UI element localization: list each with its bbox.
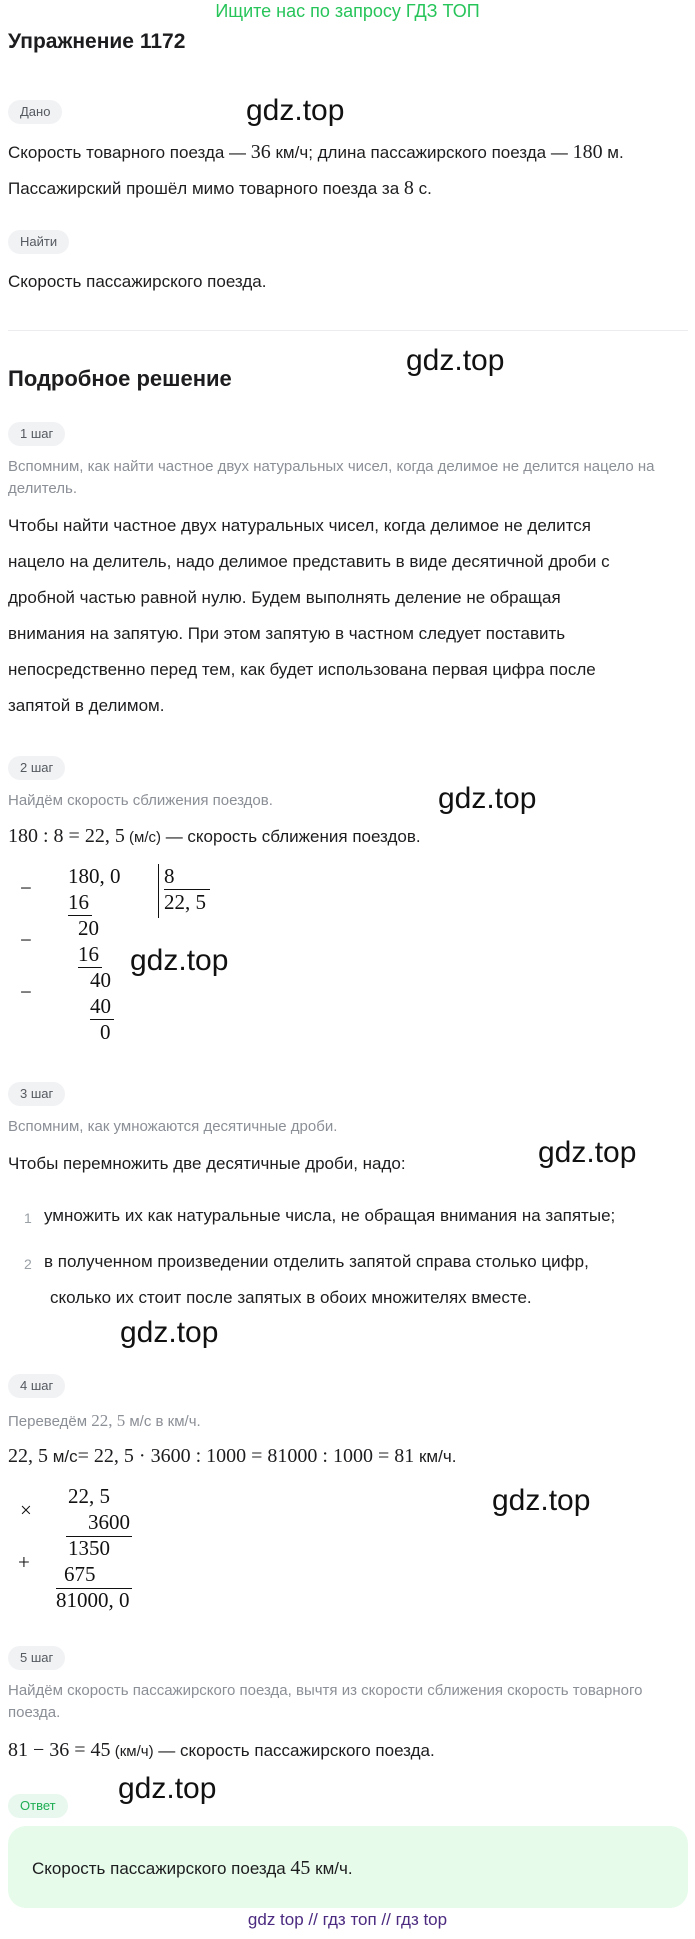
division-row: 16 bbox=[78, 942, 102, 968]
step-1-line: непосредственно перед тем, как будет использована первая цифра после bbox=[8, 660, 596, 679]
find-badge: Найти bbox=[8, 230, 69, 254]
step-3-note: Вспомним, как умножаются десятичные дроби. bbox=[8, 1118, 338, 1135]
solution-heading: Подробное решение bbox=[8, 366, 232, 391]
division-row: 20 bbox=[78, 916, 99, 940]
mult-factor-a: 22, 5 bbox=[68, 1484, 110, 1508]
page-title: Упражнение 1172 bbox=[8, 30, 186, 53]
division-row: 40 bbox=[90, 968, 111, 992]
footer-links[interactable]: gdz top // гдз топ // гдз top bbox=[247, 1910, 448, 1929]
watermark: gdz.top bbox=[118, 1772, 217, 1805]
search-banner: Ищите нас по запросу ГДЗ ТОП bbox=[215, 1, 480, 21]
given-badge: Дано bbox=[8, 100, 62, 124]
mult-partial: 1350 bbox=[68, 1536, 110, 1560]
step-4-badge: 4 шаг bbox=[8, 1374, 65, 1398]
given-line-1: Скорость товарного поезда — 36 км/ч; длина пассажирского поезда — 180 м. bbox=[8, 141, 624, 163]
step-5-badge: 5 шаг bbox=[8, 1646, 65, 1670]
step-5-formula: 81 − 36 = 45 (км/ч) — скорость пассажирского поезда. bbox=[8, 1739, 435, 1761]
list-item-continued: сколько их стоит после запятых в обоих множителях вместе. bbox=[50, 1288, 532, 1307]
watermark: gdz.top bbox=[538, 1136, 637, 1169]
step-2-badge: 2 шаг bbox=[8, 756, 65, 780]
step-1-line: запятой в делимом. bbox=[8, 696, 165, 715]
division-row: 0 bbox=[100, 1020, 111, 1044]
division-quotient: 22, 5 bbox=[164, 890, 206, 914]
step-3-intro: Чтобы перемножить две десятичные дроби, надо: bbox=[8, 1154, 406, 1173]
section-divider bbox=[8, 330, 688, 331]
step-4-note: Переведём 22, 5 м/с в км/ч. bbox=[8, 1411, 201, 1430]
answer-badge: Ответ bbox=[8, 1794, 68, 1818]
mult-partial: 675 bbox=[64, 1562, 96, 1586]
step-1-line: Чтобы найти частное двух натуральных чисел, когда делимое не делится bbox=[8, 516, 591, 535]
watermark: gdz.top bbox=[438, 782, 537, 815]
list-number: 1 bbox=[24, 1210, 32, 1226]
division-minus: − bbox=[20, 980, 32, 1004]
given-line-2: Пассажирский прошёл мимо товарного поезда за 8 с. bbox=[8, 177, 432, 199]
division-row: 40 bbox=[90, 994, 114, 1020]
watermark: gdz.top bbox=[406, 344, 505, 377]
step-1-line: нацело на делитель, надо делимое представить в виде десятичной дроби с bbox=[8, 552, 610, 571]
answer-text: Скорость пассажирского поезда 45 км/ч. bbox=[32, 1857, 353, 1879]
division-bar bbox=[158, 864, 159, 918]
step-5-note: Найдём скорость пассажирского поезда, вычтя из скорости сближения скорость товарного поезда. bbox=[8, 1682, 643, 1721]
watermark: gdz.top bbox=[246, 94, 345, 127]
step-1-badge: 1 шаг bbox=[8, 422, 65, 446]
list-number: 2 bbox=[24, 1256, 32, 1272]
watermark: gdz.top bbox=[492, 1484, 591, 1517]
division-divisor: 8 bbox=[164, 864, 210, 890]
plus-sign: + bbox=[18, 1550, 30, 1574]
multiply-sign: × bbox=[20, 1498, 32, 1522]
step-1-line: дробной частью равной нулю. Будем выполнять деление не обращая bbox=[8, 588, 561, 607]
list-item: в полученном произведении отделить запятой справа столько цифр, bbox=[44, 1252, 589, 1271]
division-dividend: 180, 0 bbox=[68, 864, 121, 888]
division-row: 16 bbox=[68, 890, 92, 916]
mult-result: 81000, 0 bbox=[56, 1588, 130, 1612]
find-text: Скорость пассажирского поезда. bbox=[8, 272, 267, 291]
step-4-formula: 22, 5 м/с= 22, 5 · 3600 : 1000 = 81000 : 1000 = 81 км/ч. bbox=[8, 1445, 457, 1467]
step-1-line: внимания на запятую. При этом запятую в частном следует поставить bbox=[8, 624, 566, 643]
watermark: gdz.top bbox=[120, 1316, 219, 1349]
division-minus: − bbox=[20, 876, 32, 900]
mult-factor-b: 3600 bbox=[88, 1510, 130, 1534]
step-3-badge: 3 шаг bbox=[8, 1082, 65, 1106]
step-2-note: Найдём скорость сближения поездов. bbox=[8, 792, 273, 809]
step-1-note: Вспомним, как найти частное двух натуральных чисел, когда делимое не делится нацело на делитель. bbox=[8, 458, 655, 497]
watermark: gdz.top bbox=[130, 944, 229, 977]
step-2-formula: 180 : 8 = 22, 5 (м/с) — скорость сближения поездов. bbox=[8, 825, 421, 847]
list-item: умножить их как натуральные числа, не обращая внимания на запятые; bbox=[44, 1206, 616, 1225]
division-minus: − bbox=[20, 928, 32, 952]
